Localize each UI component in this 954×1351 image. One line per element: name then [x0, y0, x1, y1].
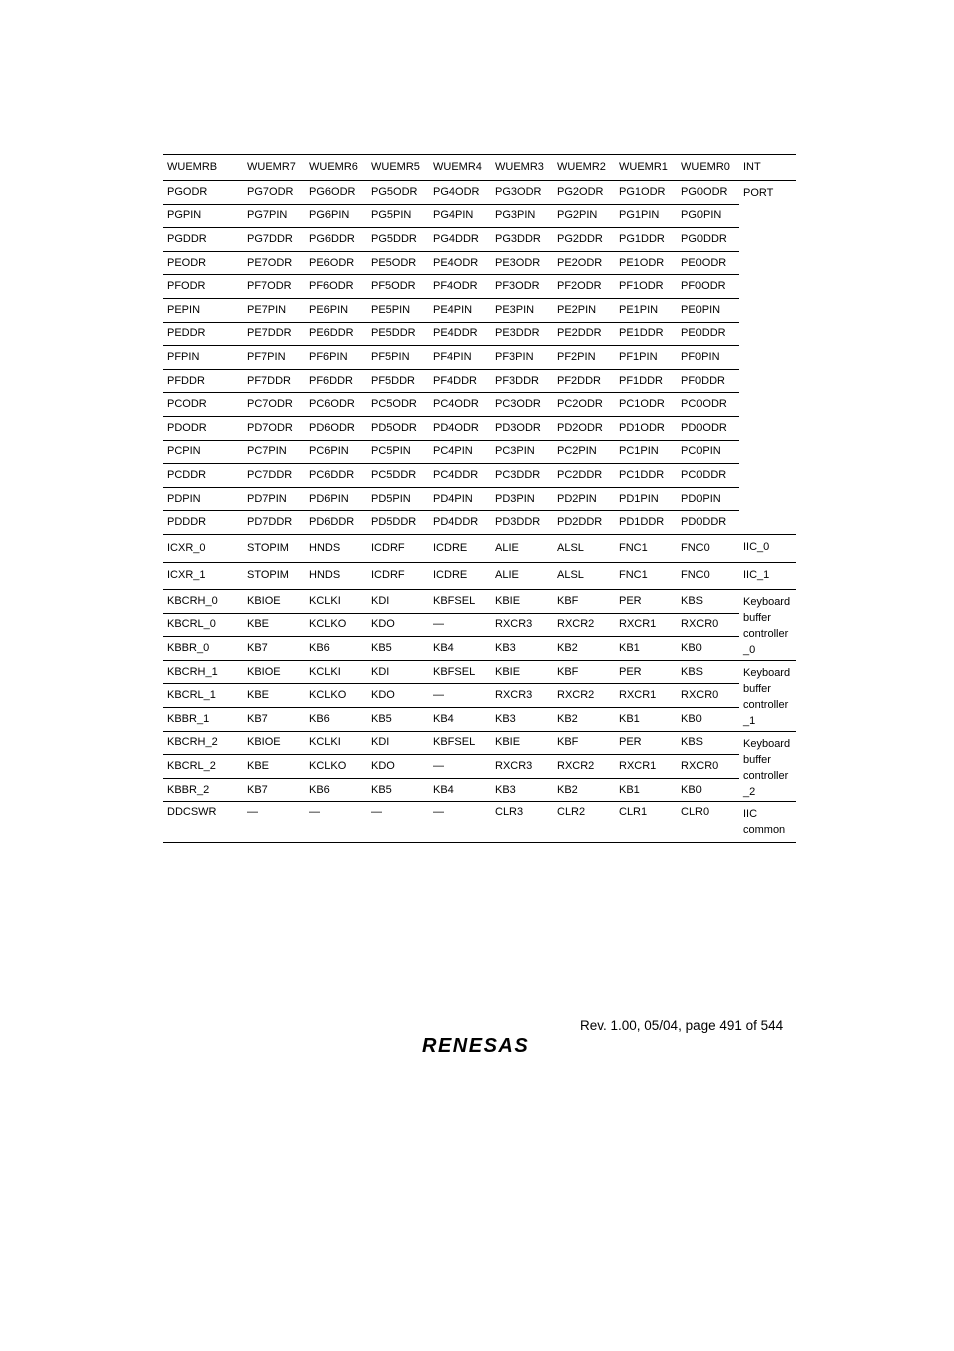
bit-cell: KBIOE — [243, 660, 305, 684]
bit-cell: PE4ODR — [429, 251, 491, 275]
bit-cell: KB0 — [677, 778, 739, 802]
table-row — [163, 660, 796, 684]
bit-cell: RXCR2 — [553, 613, 615, 637]
table-row — [163, 778, 796, 802]
bit-cell: KB7 — [243, 778, 305, 802]
bit-cell: KB4 — [429, 637, 491, 661]
bit-cell: PE5DDR — [367, 322, 429, 346]
bit-cell: CLR1 — [615, 802, 677, 843]
bit-cell: WUEMR2 — [553, 155, 615, 181]
bit-cell: PG3PIN — [491, 204, 553, 228]
bit-cell: KCLKO — [305, 684, 367, 708]
register-name-cell: KBCRL_0 — [163, 613, 243, 637]
bit-cell: PF5ODR — [367, 275, 429, 299]
bit-cell: KBS — [677, 660, 739, 684]
bit-cell: RXCR1 — [615, 613, 677, 637]
bit-cell: — — [429, 755, 491, 779]
bit-cell: RXCR1 — [615, 755, 677, 779]
bit-cell: PE0ODR — [677, 251, 739, 275]
bit-cell: KBFSEL — [429, 731, 491, 755]
bit-cell: KB4 — [429, 708, 491, 732]
bit-cell: ICDRE — [429, 562, 491, 590]
register-table-body — [163, 155, 796, 843]
bit-cell: PE7ODR — [243, 251, 305, 275]
bit-cell: KBIE — [491, 731, 553, 755]
table-row — [163, 755, 796, 779]
table-row — [163, 464, 796, 488]
bit-cell: PD6ODR — [305, 416, 367, 440]
bit-cell: HNDS — [305, 534, 367, 562]
register-name-cell: PCODR — [163, 393, 243, 417]
bit-cell: KBS — [677, 731, 739, 755]
bit-cell: PE0DDR — [677, 322, 739, 346]
bit-cell: PE3DDR — [491, 322, 553, 346]
register-name-cell: PCPIN — [163, 440, 243, 464]
bit-cell: PG7DDR — [243, 228, 305, 252]
table-row — [163, 708, 796, 732]
table-row — [163, 802, 796, 843]
register-name-cell: KBCRH_1 — [163, 660, 243, 684]
bit-cell: PE4PIN — [429, 298, 491, 322]
bit-cell: PD3PIN — [491, 487, 553, 511]
module-cell: Keyboard buffer controller _0 — [739, 590, 796, 661]
bit-cell: PE7DDR — [243, 322, 305, 346]
bit-cell: FNC1 — [615, 562, 677, 590]
bit-cell: KDO — [367, 684, 429, 708]
bit-cell: PC5PIN — [367, 440, 429, 464]
table-row — [163, 204, 796, 228]
bit-cell: PC4ODR — [429, 393, 491, 417]
renesas-logo — [420, 1034, 542, 1061]
bit-cell: KB3 — [491, 637, 553, 661]
bit-cell: PER — [615, 731, 677, 755]
bit-cell: RXCR1 — [615, 684, 677, 708]
bit-cell: KB7 — [243, 637, 305, 661]
bit-cell: PG6DDR — [305, 228, 367, 252]
bit-cell: PC5ODR — [367, 393, 429, 417]
bit-cell: PC7ODR — [243, 393, 305, 417]
bit-cell: PF5DDR — [367, 369, 429, 393]
bit-cell: PC7DDR — [243, 464, 305, 488]
bit-cell: KB4 — [429, 778, 491, 802]
bit-cell: PG0ODR — [677, 181, 739, 205]
bit-cell: PD2PIN — [553, 487, 615, 511]
register-name-cell: KBCRL_1 — [163, 684, 243, 708]
bit-cell: PE5ODR — [367, 251, 429, 275]
bit-cell: RXCR2 — [553, 684, 615, 708]
bit-cell: STOPIM — [243, 562, 305, 590]
bit-cell: PG2ODR — [553, 181, 615, 205]
bit-cell: KB2 — [553, 708, 615, 732]
register-name-cell: PDPIN — [163, 487, 243, 511]
bit-cell: PG5DDR — [367, 228, 429, 252]
bit-cell: PD0DDR — [677, 511, 739, 535]
bit-cell: PE2DDR — [553, 322, 615, 346]
bit-cell: PF1ODR — [615, 275, 677, 299]
bit-cell: KCLKI — [305, 660, 367, 684]
bit-cell: PD5ODR — [367, 416, 429, 440]
table-row — [163, 590, 796, 614]
bit-cell: PF3ODR — [491, 275, 553, 299]
bit-cell: HNDS — [305, 562, 367, 590]
bit-cell: PE1PIN — [615, 298, 677, 322]
bit-cell: PD5PIN — [367, 487, 429, 511]
bit-cell: — — [429, 613, 491, 637]
bit-cell: FNC1 — [615, 534, 677, 562]
bit-cell: — — [429, 802, 491, 843]
register-name-cell: PEPIN — [163, 298, 243, 322]
bit-cell: KB0 — [677, 708, 739, 732]
bit-cell: KCLKO — [305, 755, 367, 779]
table-row — [163, 181, 796, 205]
bit-cell: PD4DDR — [429, 511, 491, 535]
register-table — [163, 154, 796, 843]
table-row — [163, 511, 796, 535]
table-row — [163, 228, 796, 252]
bit-cell: ALSL — [553, 534, 615, 562]
register-name-cell: KBBR_2 — [163, 778, 243, 802]
module-cell: Keyboard buffer controller _1 — [739, 660, 796, 731]
bit-cell: PC3PIN — [491, 440, 553, 464]
bit-cell: PE3PIN — [491, 298, 553, 322]
bit-cell: KB5 — [367, 637, 429, 661]
bit-cell: PG3ODR — [491, 181, 553, 205]
bit-cell: PD7DDR — [243, 511, 305, 535]
bit-cell: PD4PIN — [429, 487, 491, 511]
register-name-cell: ICXR_1 — [163, 562, 243, 590]
bit-cell: KB6 — [305, 637, 367, 661]
bit-cell: KB1 — [615, 637, 677, 661]
bit-cell: PC2PIN — [553, 440, 615, 464]
bit-cell: PD5DDR — [367, 511, 429, 535]
bit-cell: PD7ODR — [243, 416, 305, 440]
table-row — [163, 613, 796, 637]
register-name-cell: PEODR — [163, 251, 243, 275]
bit-cell: KB5 — [367, 708, 429, 732]
bit-cell: PG5ODR — [367, 181, 429, 205]
bit-cell: PF3PIN — [491, 346, 553, 370]
bit-cell: KDO — [367, 755, 429, 779]
bit-cell: PC2DDR — [553, 464, 615, 488]
bit-cell: PE1ODR — [615, 251, 677, 275]
bit-cell: PF1DDR — [615, 369, 677, 393]
logo-wordmark: RENESAS — [422, 1035, 530, 1056]
table-row — [163, 275, 796, 299]
bit-cell: PD0PIN — [677, 487, 739, 511]
bit-cell: PC6DDR — [305, 464, 367, 488]
table-row — [163, 562, 796, 590]
table-row — [163, 487, 796, 511]
bit-cell: KB3 — [491, 708, 553, 732]
bit-cell: FNC0 — [677, 562, 739, 590]
bit-cell: PC3DDR — [491, 464, 553, 488]
bit-cell: PC0DDR — [677, 464, 739, 488]
register-name-cell: ICXR_0 — [163, 534, 243, 562]
page-info: Rev. 1.00, 05/04, page 491 of 544 — [580, 1018, 784, 1033]
bit-cell: KB7 — [243, 708, 305, 732]
table-row — [163, 155, 796, 181]
bit-cell: PER — [615, 590, 677, 614]
bit-cell: PE6DDR — [305, 322, 367, 346]
bit-cell: ALIE — [491, 534, 553, 562]
bit-cell: PG2PIN — [553, 204, 615, 228]
bit-cell: CLR2 — [553, 802, 615, 843]
bit-cell: PG7ODR — [243, 181, 305, 205]
bit-cell: KB6 — [305, 708, 367, 732]
bit-cell: KBFSEL — [429, 590, 491, 614]
table-row — [163, 346, 796, 370]
bit-cell: ICDRF — [367, 562, 429, 590]
bit-cell: PF6DDR — [305, 369, 367, 393]
bit-cell: RXCR3 — [491, 755, 553, 779]
register-name-cell: PDDDR — [163, 511, 243, 535]
register-name-cell: PEDDR — [163, 322, 243, 346]
bit-cell: PF0PIN — [677, 346, 739, 370]
bit-cell: PC1ODR — [615, 393, 677, 417]
bit-cell: PD1PIN — [615, 487, 677, 511]
bit-cell: PF6ODR — [305, 275, 367, 299]
bit-cell: KBE — [243, 684, 305, 708]
bit-cell: PE4DDR — [429, 322, 491, 346]
bit-cell: PG4PIN — [429, 204, 491, 228]
table-row — [163, 251, 796, 275]
bit-cell: RXCR2 — [553, 755, 615, 779]
table-row — [163, 534, 796, 562]
bit-cell: PF1PIN — [615, 346, 677, 370]
bit-cell: PF3DDR — [491, 369, 553, 393]
module-cell: PORT — [739, 181, 796, 535]
bit-cell: KB1 — [615, 778, 677, 802]
bit-cell: PF2DDR — [553, 369, 615, 393]
table-row — [163, 298, 796, 322]
bit-cell: PE1DDR — [615, 322, 677, 346]
bit-cell: PF7DDR — [243, 369, 305, 393]
bit-cell: PC6ODR — [305, 393, 367, 417]
bit-cell: KBIE — [491, 660, 553, 684]
bit-cell: PF4DDR — [429, 369, 491, 393]
bit-cell: PG0DDR — [677, 228, 739, 252]
bit-cell: ICDRF — [367, 534, 429, 562]
bit-cell: FNC0 — [677, 534, 739, 562]
bit-cell: WUEMR6 — [305, 155, 367, 181]
bit-cell: KCLKO — [305, 613, 367, 637]
bit-cell: PC2ODR — [553, 393, 615, 417]
bit-cell: PF5PIN — [367, 346, 429, 370]
bit-cell: PC7PIN — [243, 440, 305, 464]
module-cell: Keyboard buffer controller _2 — [739, 731, 796, 802]
bit-cell: KBIOE — [243, 590, 305, 614]
bit-cell: WUEMR7 — [243, 155, 305, 181]
bit-cell: WUEMR1 — [615, 155, 677, 181]
table-row — [163, 369, 796, 393]
bit-cell: PD7PIN — [243, 487, 305, 511]
register-name-cell: KBBR_0 — [163, 637, 243, 661]
table-row — [163, 440, 796, 464]
bit-cell: KB3 — [491, 778, 553, 802]
bit-cell: KDI — [367, 590, 429, 614]
bit-cell: RXCR3 — [491, 613, 553, 637]
bit-cell: KCLKI — [305, 731, 367, 755]
bit-cell: — — [367, 802, 429, 843]
register-name-cell: KBCRH_0 — [163, 590, 243, 614]
bit-cell: PG2DDR — [553, 228, 615, 252]
register-name-cell: WUEMRB — [163, 155, 243, 181]
bit-cell: PE7PIN — [243, 298, 305, 322]
bit-cell: STOPIM — [243, 534, 305, 562]
register-name-cell: PFPIN — [163, 346, 243, 370]
bit-cell: PER — [615, 660, 677, 684]
bit-cell: KBS — [677, 590, 739, 614]
bit-cell: RXCR3 — [491, 684, 553, 708]
bit-cell: PF0ODR — [677, 275, 739, 299]
bit-cell: PE2ODR — [553, 251, 615, 275]
bit-cell: RXCR0 — [677, 755, 739, 779]
bit-cell: KBF — [553, 590, 615, 614]
bit-cell: PG6ODR — [305, 181, 367, 205]
bit-cell: PF7PIN — [243, 346, 305, 370]
register-name-cell: KBCRL_2 — [163, 755, 243, 779]
bit-cell: KDO — [367, 613, 429, 637]
bit-cell: PE3ODR — [491, 251, 553, 275]
bit-cell: PC6PIN — [305, 440, 367, 464]
bit-cell: KB0 — [677, 637, 739, 661]
bit-cell: PC4DDR — [429, 464, 491, 488]
bit-cell: WUEMR5 — [367, 155, 429, 181]
bit-cell: PD0ODR — [677, 416, 739, 440]
module-cell: IIC_0 — [739, 534, 796, 562]
bit-cell: KB6 — [305, 778, 367, 802]
bit-cell: PG1ODR — [615, 181, 677, 205]
bit-cell: PD4ODR — [429, 416, 491, 440]
bit-cell: PC0ODR — [677, 393, 739, 417]
module-cell: IIC common — [739, 802, 796, 843]
table-row — [163, 322, 796, 346]
bit-cell: PE0PIN — [677, 298, 739, 322]
bit-cell: ALIE — [491, 562, 553, 590]
table-row — [163, 393, 796, 417]
bit-cell: PD6PIN — [305, 487, 367, 511]
bit-cell: PF4ODR — [429, 275, 491, 299]
register-name-cell: PGDDR — [163, 228, 243, 252]
bit-cell: KBIOE — [243, 731, 305, 755]
bit-cell: PD6DDR — [305, 511, 367, 535]
bit-cell: KBIE — [491, 590, 553, 614]
bit-cell: PC3ODR — [491, 393, 553, 417]
module-cell: INT — [739, 155, 796, 181]
bit-cell: KDI — [367, 660, 429, 684]
table-row — [163, 637, 796, 661]
bit-cell: PG1DDR — [615, 228, 677, 252]
bit-cell: CLR0 — [677, 802, 739, 843]
bit-cell: PF6PIN — [305, 346, 367, 370]
bit-cell: PC1PIN — [615, 440, 677, 464]
bit-cell: PE5PIN — [367, 298, 429, 322]
bit-cell: WUEMR0 — [677, 155, 739, 181]
bit-cell: PD3ODR — [491, 416, 553, 440]
bit-cell: KB1 — [615, 708, 677, 732]
bit-cell: PG7PIN — [243, 204, 305, 228]
table-row — [163, 684, 796, 708]
register-name-cell: PCDDR — [163, 464, 243, 488]
bit-cell: PF2PIN — [553, 346, 615, 370]
bit-cell: WUEMR4 — [429, 155, 491, 181]
bit-cell: PD1ODR — [615, 416, 677, 440]
bit-cell: WUEMR3 — [491, 155, 553, 181]
bit-cell: PG4ODR — [429, 181, 491, 205]
bit-cell: — — [243, 802, 305, 843]
register-name-cell: PDODR — [163, 416, 243, 440]
bit-cell: KBE — [243, 613, 305, 637]
table-row — [163, 731, 796, 755]
register-name-cell: PFDDR — [163, 369, 243, 393]
bit-cell: KB2 — [553, 778, 615, 802]
bit-cell: CLR3 — [491, 802, 553, 843]
bit-cell: PC4PIN — [429, 440, 491, 464]
bit-cell: RXCR0 — [677, 684, 739, 708]
register-name-cell: KBBR_1 — [163, 708, 243, 732]
register-name-cell: PFODR — [163, 275, 243, 299]
bit-cell: PG1PIN — [615, 204, 677, 228]
bit-cell: PG0PIN — [677, 204, 739, 228]
bit-cell: ICDRE — [429, 534, 491, 562]
bit-cell: RXCR0 — [677, 613, 739, 637]
bit-cell: KBFSEL — [429, 660, 491, 684]
bit-cell: KDI — [367, 731, 429, 755]
bit-cell: PD3DDR — [491, 511, 553, 535]
register-name-cell: PGODR — [163, 181, 243, 205]
bit-cell: — — [429, 684, 491, 708]
bit-cell: KCLKI — [305, 590, 367, 614]
bit-cell: KBF — [553, 731, 615, 755]
bit-cell: PE6ODR — [305, 251, 367, 275]
bit-cell: KB2 — [553, 637, 615, 661]
bit-cell: PG4DDR — [429, 228, 491, 252]
bit-cell: PG3DDR — [491, 228, 553, 252]
bit-cell: PC1DDR — [615, 464, 677, 488]
bit-cell: KB5 — [367, 778, 429, 802]
bit-cell: KBE — [243, 755, 305, 779]
bit-cell: PC5DDR — [367, 464, 429, 488]
table-row — [163, 416, 796, 440]
bit-cell: PG5PIN — [367, 204, 429, 228]
bit-cell: ALSL — [553, 562, 615, 590]
bit-cell: KBF — [553, 660, 615, 684]
bit-cell: PF2ODR — [553, 275, 615, 299]
module-cell: IIC_1 — [739, 562, 796, 590]
bit-cell: PG6PIN — [305, 204, 367, 228]
bit-cell: — — [305, 802, 367, 843]
bit-cell: PD1DDR — [615, 511, 677, 535]
bit-cell: PF7ODR — [243, 275, 305, 299]
bit-cell: PF4PIN — [429, 346, 491, 370]
bit-cell: PF0DDR — [677, 369, 739, 393]
register-name-cell: PGPIN — [163, 204, 243, 228]
bit-cell: PC0PIN — [677, 440, 739, 464]
bit-cell: PE6PIN — [305, 298, 367, 322]
register-name-cell: DDCSWR — [163, 802, 243, 843]
bit-cell: PD2DDR — [553, 511, 615, 535]
bit-cell: PD2ODR — [553, 416, 615, 440]
bit-cell: PE2PIN — [553, 298, 615, 322]
register-name-cell: KBCRH_2 — [163, 731, 243, 755]
